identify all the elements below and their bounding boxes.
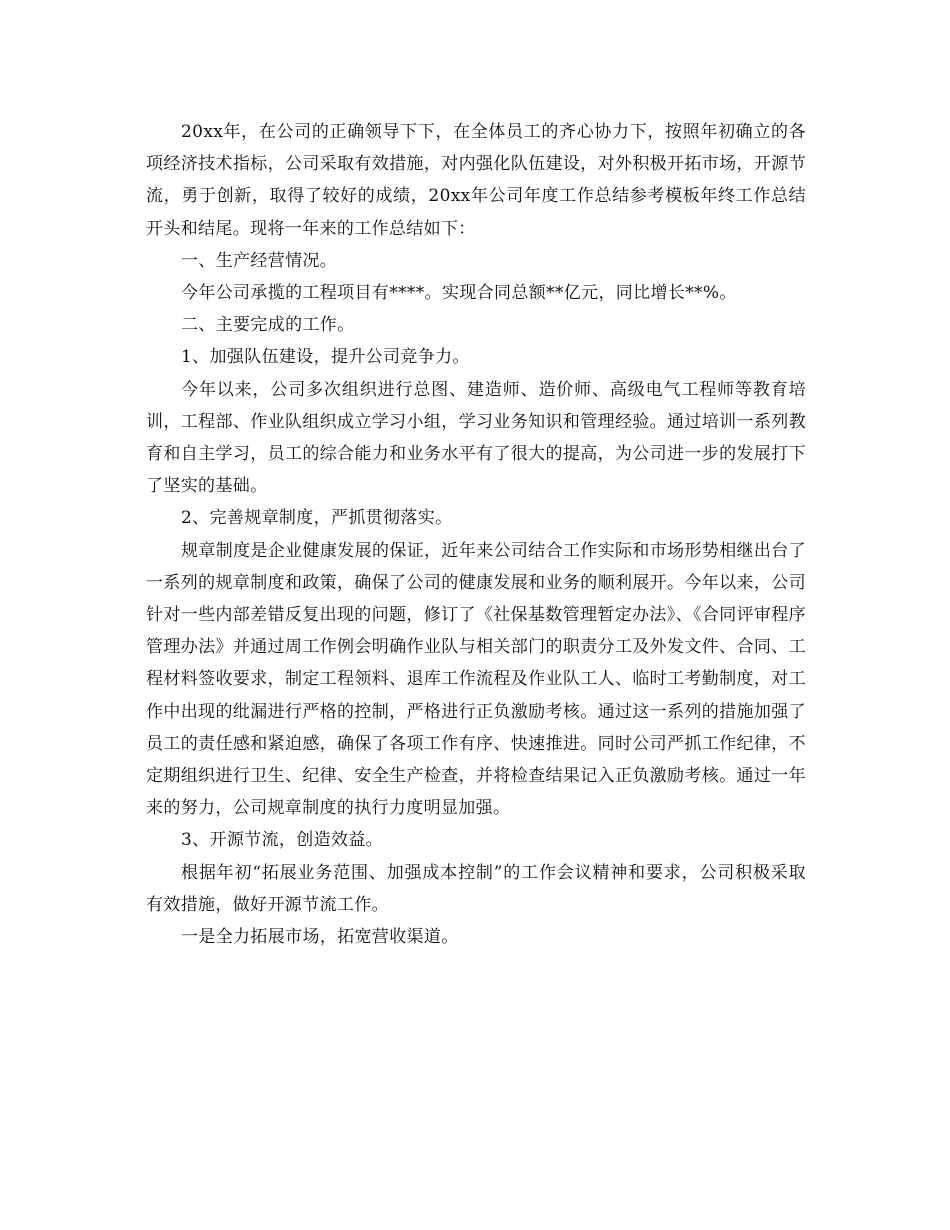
revenue-paragraph: 根据年初“拓展业务范围、加强成本控制”的工作会议精神和要求，公司积极采取有效措施，做好开源节流工作。 [146, 862, 806, 915]
document-body [146, 116, 806, 953]
team-building-paragraph: 今年以来，公司多次组织进行总图、建造师、造价师、高级电气工程师等教育培训，工程部、作业队组织成立学习小组，学习业务知识和管理经验。通过培训一系列教育和自主学习，员工的综合能力和业务水平有了很大的提高，为公司进一步的发展打下了坚实的基础。 [146, 379, 806, 497]
market-expansion-line: 一是全力拓展市场，拓宽营收渠道。 [181, 927, 459, 948]
subheading-regulations: 2、完善规章制度，严抓贯彻落实。 [181, 508, 453, 529]
section-heading-production: 一、生产经营情况。 [181, 250, 338, 271]
regulations-paragraph: 规章制度是企业健康发展的保证，近年来公司结合工作实际和市场形势相继出台了一系列的规章制度和政策，确保了公司的健康发展和业务的顺利展开。今年以来，公司针对一些内部差错反复出现的问题，修订了《社保基数管理暂定办法》、《合同评审程序管理办法》并通过周工作例会明确作业队与相关部门的职责分工及外发文件、合同、工程材料签收要求，制定工程领料、退库工作流程及作业队工人、临时工考勤制度，对工作中出现的纰漏进行严格的控制，严格进行正负激励考核。通过这一系列的措施加强了员工的责任感和紧迫感，确保了各项工作有序、快速推进。同时公司严抓工作纪律，不定期组织进行卫生、纪律、安全生产检查，并将检查结果记入正负激励考核。通过一年来的努力，公司规章制度的执行力度明显加强。 [146, 540, 806, 819]
intro-paragraph: 20xx年，在公司的正确领导下下，在全体员工的齐心协力下，按照年初确立的各项经济技术指标，公司采取有效措施，对内强化队伍建设，对外积极开拓市场，开源节流，勇于创新，取得了较好的成绩，20xx年公司年度工作总结参考模板年终工作总结开头和结尾。现将一年来的工作总结如下： [146, 122, 806, 239]
subheading-team-building: 1、加强队伍建设，提升公司竞争力。 [181, 347, 470, 368]
subheading-revenue: 3、开源节流，创造效益。 [181, 830, 384, 851]
production-paragraph: 今年公司承揽的工程项目有****。实现合同总额**亿元，同比增长**%。 [181, 283, 737, 304]
section-heading-main-work: 二、主要完成的工作。 [181, 315, 355, 336]
